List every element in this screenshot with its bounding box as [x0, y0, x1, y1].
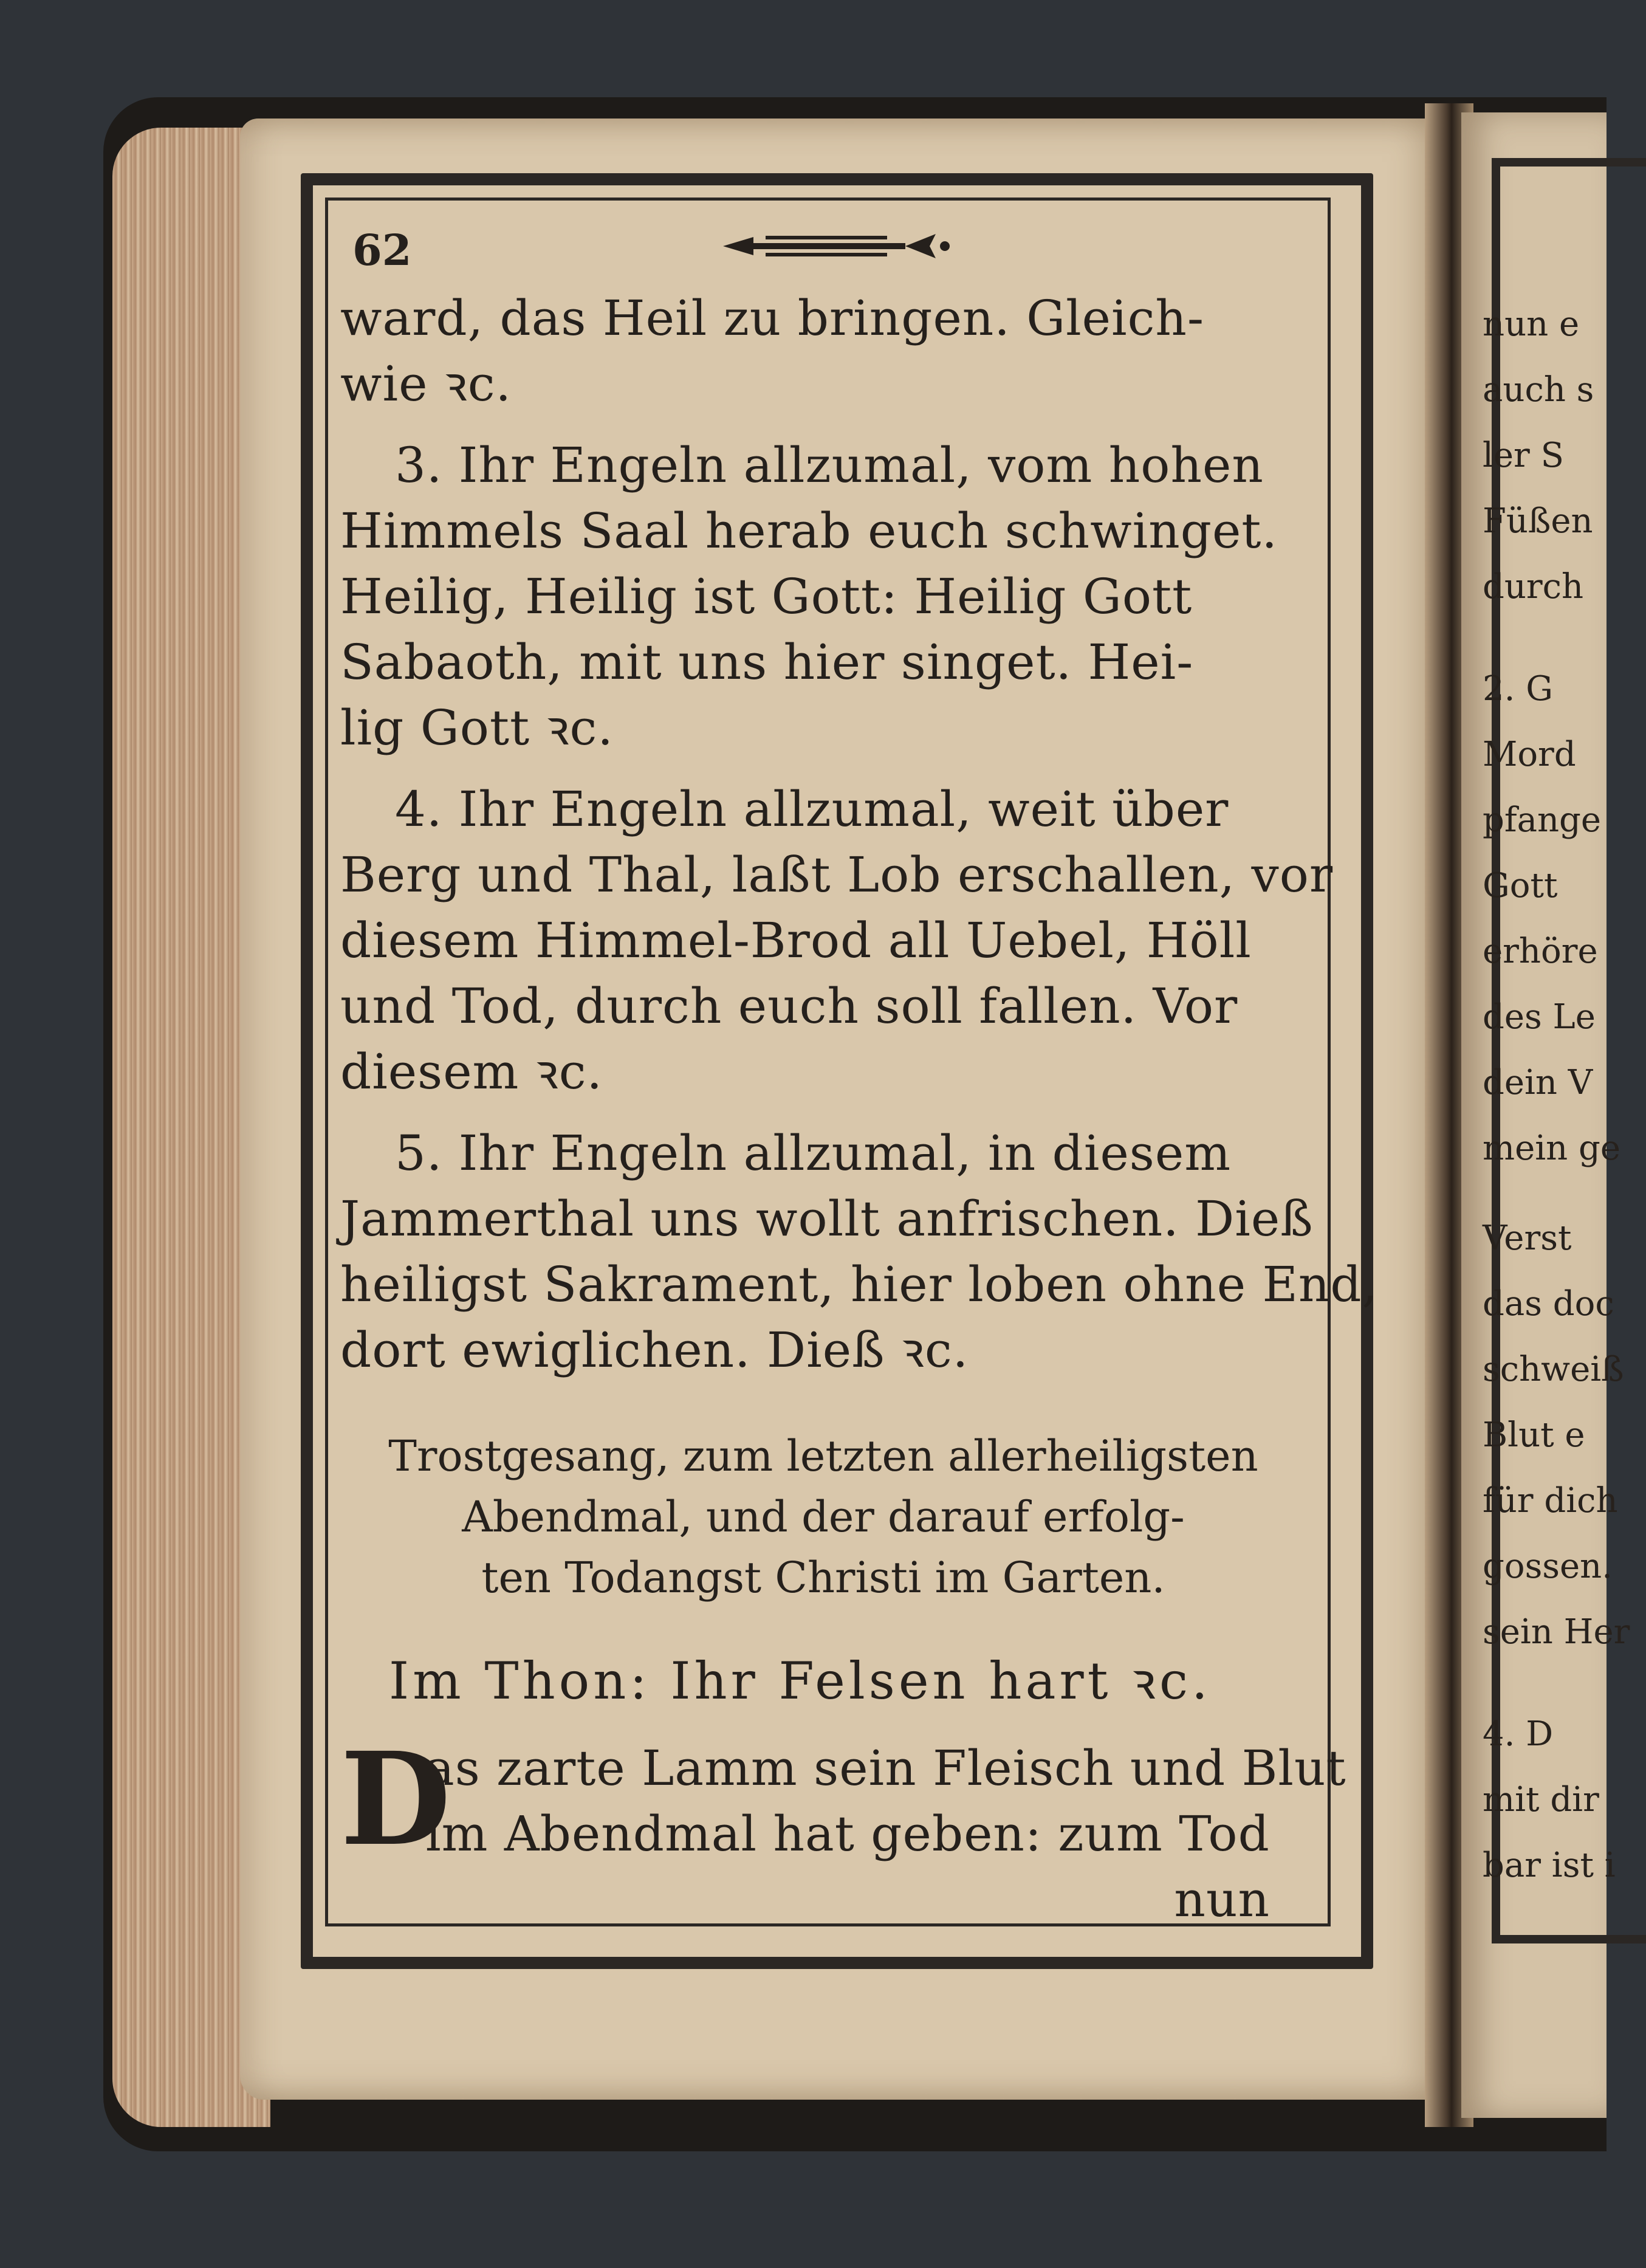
text-line: im Abendmal hat geben: zum Tod [425, 1806, 1270, 1862]
text-line: ward, das Heil zu bringen. Gleich- [340, 290, 1204, 346]
tune-line: Im Thon: Ihr Felsen hart ꝛc. [389, 1651, 1212, 1711]
right-line: Verst [1483, 1218, 1572, 1258]
heading-line: Abendmal, und der darauf erfolg- [462, 1492, 1185, 1542]
page-text [340, 213, 1379, 1933]
hymn-heading [340, 1426, 1306, 1608]
catchword: nun [1174, 1871, 1270, 1928]
text-line: as zarte Lamm sein Fleisch und Blut [425, 1740, 1346, 1796]
stanza-4-line: 4. Ihr Engeln allzumal, weit über [395, 781, 1229, 837]
right-line: mein ge [1483, 1129, 1621, 1168]
page-number: 62 [352, 225, 412, 275]
right-line: 4. D [1483, 1714, 1554, 1754]
text-line: Berg und Thal, laßt Lob erschallen, vor [340, 847, 1334, 903]
right-line: Mord [1483, 735, 1576, 774]
stanza-3-line: 3. Ihr Engeln allzumal, vom hohen [395, 437, 1264, 493]
text-line: Himmels Saal herab euch schwinget. [340, 503, 1278, 559]
right-line: nun e [1483, 304, 1580, 344]
right-line: schweiß [1483, 1350, 1624, 1389]
right-line: mit dir [1483, 1780, 1599, 1820]
drop-cap: D [340, 1724, 451, 1874]
right-line: das doc [1483, 1284, 1614, 1324]
page-header [340, 213, 1306, 286]
text-line: dort ewiglichen. Dieß ꝛc. [340, 1322, 969, 1378]
heading-line: Trostgesang, zum letzten allerheiligsten [388, 1431, 1258, 1481]
right-line: sein Her [1483, 1612, 1630, 1652]
right-line: durch [1483, 567, 1584, 607]
ornament-icon [711, 225, 954, 267]
right-line: ler S [1483, 436, 1564, 475]
right-line: Gott [1483, 866, 1558, 905]
text-line: Sabaoth, mit uns hier singet. Hei- [340, 634, 1194, 690]
right-line: gossen. [1483, 1547, 1613, 1586]
stanza-5-line: 5. Ihr Engeln allzumal, in diesem [395, 1125, 1232, 1181]
text-line: wie ꝛc. [340, 356, 512, 412]
text-line: lig Gott ꝛc. [340, 699, 614, 756]
right-line: 2. G [1483, 669, 1553, 709]
heading-line: ten Todangst Christi im Garten. [481, 1553, 1165, 1603]
text-line: Jammerthal uns wollt anfrischen. Dieß [340, 1191, 1314, 1247]
right-line: Füßen [1483, 501, 1593, 541]
right-line: für dich [1483, 1481, 1618, 1521]
right-line: bar ist i [1483, 1846, 1616, 1885]
right-line: dein V [1483, 1063, 1593, 1102]
first-verse [340, 1724, 1346, 1933]
text-line: und Tod, durch euch soll fallen. Vor [340, 978, 1238, 1034]
text-line: diesem ꝛc. [340, 1043, 603, 1100]
text-line: diesem Himmel-Brod all Uebel, Höll [340, 912, 1252, 969]
right-line: pfange [1483, 800, 1602, 840]
right-line: des Le [1483, 997, 1596, 1037]
right-page-text [1483, 292, 1630, 1899]
text-line: heiligst Sakrament, hier loben ohne End, [340, 1256, 1379, 1313]
text-line: Heilig, Heilig ist Gott: Heilig Gott [340, 568, 1193, 625]
right-line: erhöre [1483, 932, 1598, 971]
right-line: auch s [1483, 370, 1594, 410]
right-line: Blut e [1483, 1415, 1585, 1455]
